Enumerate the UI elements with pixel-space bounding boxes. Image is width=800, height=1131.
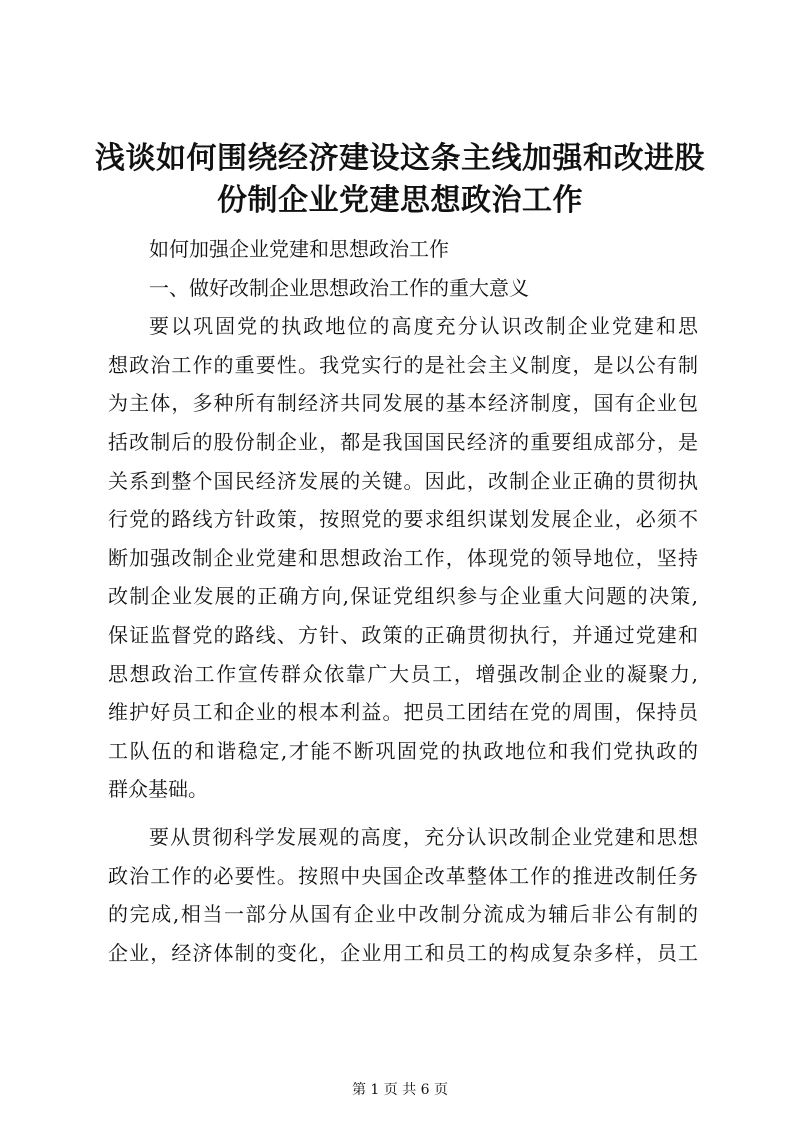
paragraph	[108, 818, 698, 972]
paragraph	[108, 307, 698, 809]
page-indicator: 第 1 页 共 6 页	[351, 1082, 449, 1098]
subtitle: 如何加强企业党建和思想政治工作	[149, 237, 449, 261]
paragraph-spacer	[108, 809, 698, 818]
paragraph-line: 的完成,相当一部分从国有企业中改制分流成为辅后非公有制的	[108, 902, 698, 927]
paragraph-line: 断加强改制企业党建和思想政治工作，体现党的领导地位，坚持	[108, 545, 698, 570]
paragraph-line: 行党的路线方针政策，按照党的要求组织谋划发展企业，必须不	[108, 507, 698, 532]
paragraph-line: 群众基础。	[108, 777, 208, 802]
paragraph-line: 思想政治工作宣传群众依靠广大员工，增强改制企业的凝聚力,	[108, 661, 698, 686]
paragraph-line: 改制企业发展的正确方向,保证党组织参与企业重大问题的决策,	[108, 584, 698, 609]
paragraph-line: 为主体，多种所有制经济共同发展的基本经济制度，国有企业包	[108, 391, 698, 416]
paragraph-line: 要以巩固党的执政地位的高度充分认识改制企业党建和思	[149, 314, 698, 339]
paragraph-line: 工队伍的和谐稳定,才能不断巩固党的执政地位和我们党执政的	[108, 738, 698, 763]
paragraph-line: 关系到整个国民经济发展的关键。因此，改制企业正确的贯彻执	[108, 468, 698, 493]
paragraph-line: 要从贯彻科学发展观的高度，充分认识改制企业党建和思想	[149, 824, 698, 849]
title-line: 份制企业党建思想政治工作	[217, 183, 583, 218]
paragraph-line: 想政治工作的重要性。我党实行的是社会主义制度，是以公有制	[108, 352, 698, 377]
document-body	[108, 230, 698, 972]
paragraph-line: 保证监督党的路线、方针、政策的正确贯彻执行，并通过党建和	[108, 622, 698, 647]
paragraph-line: 政治工作的必要性。按照中央国企改革整体工作的推进改制任务	[108, 863, 698, 888]
page-footer	[0, 1080, 800, 1100]
document-title	[95, 138, 705, 222]
paragraph-line: 括改制后的股份制企业，都是我国国民经济的重要组成部分，是	[108, 429, 698, 454]
section-heading: 一、做好改制企业思想政治工作的重大意义	[149, 275, 529, 300]
title-line: 浅谈如何围绕经济建设这条主线加强和改进股	[95, 141, 705, 176]
paragraph-line: 企业，经济体制的变化，企业用工和员工的构成复杂多样，员工	[108, 940, 698, 965]
paragraph-line: 维护好员工和企业的根本利益。把员工团结在党的周围，保持员	[108, 700, 698, 725]
